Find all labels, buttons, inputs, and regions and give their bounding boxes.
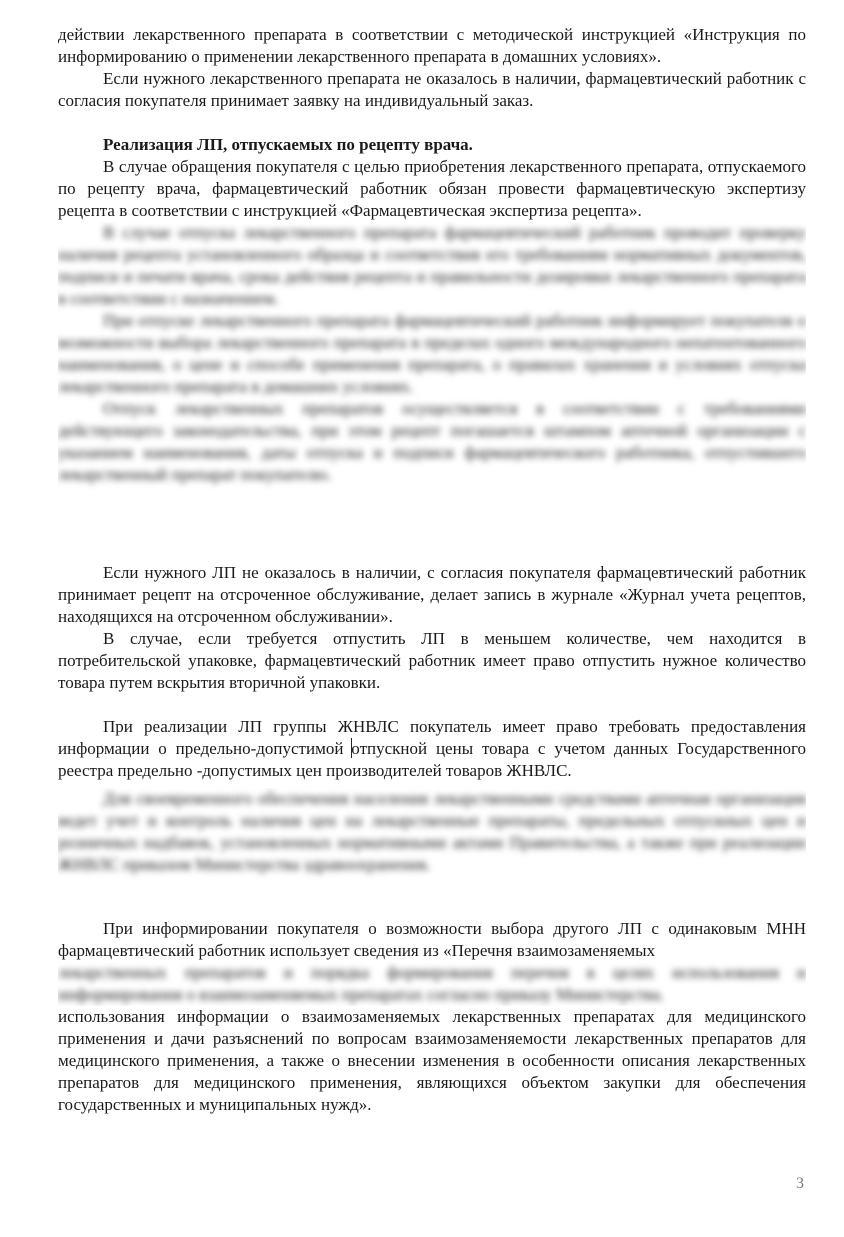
blurred-text-block-1: В случае отпуска лекарственного препарата фармацевтический работник проводит проверку наличия рецепта установленного образца и соответствия его требованиям нормативных документов, подписи и печати врача, срока действия рецепта и правильности дозировки лекарственного препарата в соответствии с назначением. При отпуске лекарственного препарата фармацевтический работник информирует покупателя о возможности выбора лекарственного препарата в пределах одного международного непатентованного наименования, о цене и способе применения препарата, о правилах хранения и условиях отпуска лекарственного препарата в домашних условиях. Отпуск лекарственных препаратов осуществляется в соответствии с требованиями действующего законодательства, при этом рецепт погашается штампом аптечной организации с указанием наименования, даты отпуска и подписи фармацевтического работника, отпустившего лекарственный препарат покупателю. [58, 223, 806, 484]
paragraph-7: При информировании покупателя о возможности выбора другого ЛП с одинаковым МНН фармацевтический работник использует сведения из «Перечня взаимозаменяемых [58, 919, 806, 960]
paragraph-2: Если нужного лекарственного препарата не оказалось в наличии, фармацевтический работник с согласия покупателя принимает заявку на индивидуальный заказ. [58, 69, 806, 110]
spacer [58, 112, 806, 134]
paragraph-6-part-a: При реализации ЛП группы ЖНВЛС покупатель имеет право требовать предоставления информации о предельно-допустимой [58, 717, 806, 758]
paragraph-8: использования информации о взаимозаменяемых лекарственных препаратах для медицинского применения и дачи разъяснений по вопросам взаимозаменяемости лекарственных препаратов для медицинского применения, а также о внесении изменения в особенности описания лекарственных препаратов для медицинского применения, являющихся объектом закупки для обеспечения государственных и муниципальных нужд». [58, 1007, 806, 1114]
paragraph-6-part-b: отпускной цены товара с учетом данных Государственного реестра предельно -допустимых цен производителей товаров ЖНВЛС. [58, 739, 806, 780]
paragraph-5: В случае, если требуется отпустить ЛП в меньшем количестве, чем находится в потребительской упаковке, фармацевтический работник имеет право отпустить нужное количество товара путем вскрытия вторичной упаковки. [58, 629, 806, 692]
document-page [58, 24, 806, 1116]
spacer [58, 694, 806, 716]
paragraph-6 [58, 716, 806, 782]
paragraph-1: действии лекарственного препарата в соответствии с методической инструкцией «Инструкция по информированию о применении лекарственного препарата в домашних условиях». [58, 25, 806, 66]
paragraph-3: В случае обращения покупателя с целью приобретения лекарственного препарата, отпускаемого по рецепту врача, фармацевтический работник обязан провести фармацевтическую экспертизу рецепта в соответствии с инструкцией «Фармацевтическая экспертиза рецепта». [58, 157, 806, 220]
paragraph-4: Если нужного ЛП не оказалось в наличии, с согласия покупателя фармацевтический работник принимает рецепт на отсроченное обслуживание, делает запись в журнале «Журнал учета рецептов, находящихся на отсроченном обслуживании». [58, 563, 806, 626]
blurred-text-block-2: Для своевременного обеспечения населения лекарственными средствами аптечная организация ведет учет и контроль наличия цен на лекарственные препараты, предельных отпускных цен и розничных надбавок, установленных нормативными актами Правительства, а также при реализации ЖНВЛС приказом Министерства здравоохранения. [58, 789, 806, 874]
section-heading: Реализация ЛП, отпускаемых по рецепту врача. [103, 135, 473, 154]
page-number: 3 [796, 1175, 804, 1192]
blurred-text-block-3: лекарственных препаратов и порядка формирования перечня в целях использования и информирования о взаимозаменяемых препаратах согласно приказу Министерства. [58, 963, 806, 1004]
